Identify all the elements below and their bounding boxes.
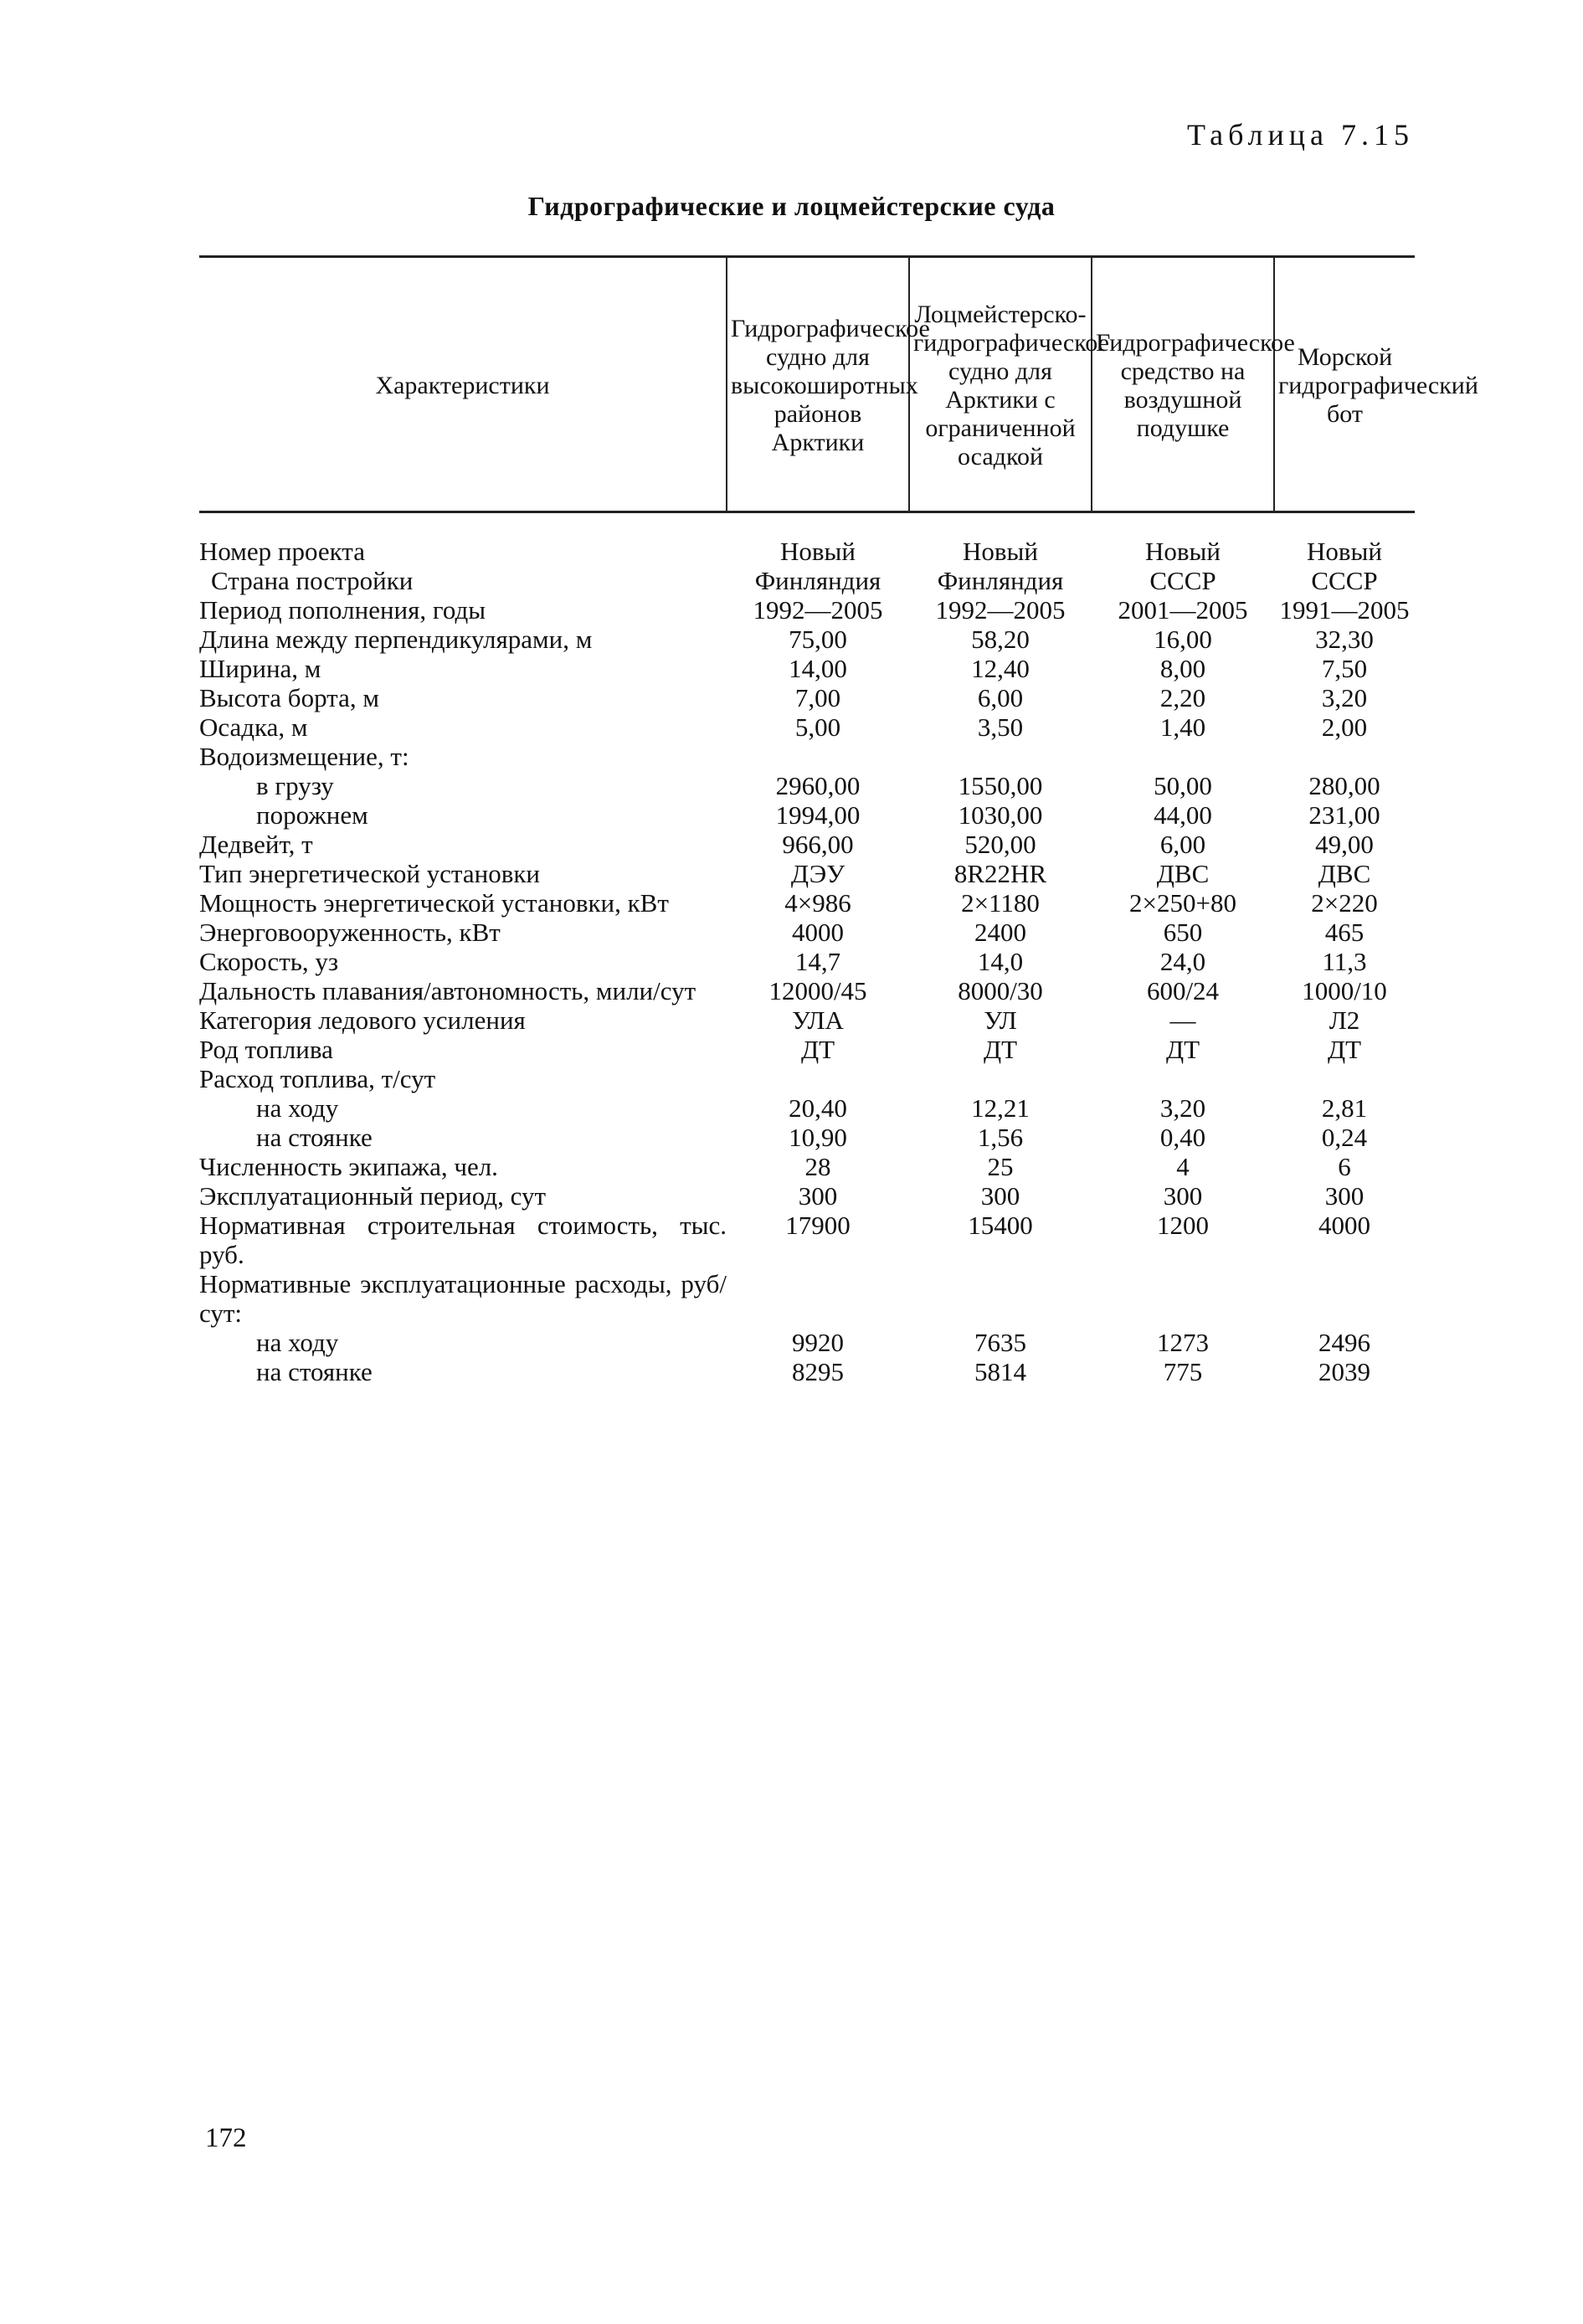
table-row [199, 947, 1415, 976]
cell-value: 2,81 [1321, 1093, 1368, 1123]
cell-value: 7635 [974, 1328, 1026, 1357]
cell-value: 6 [1338, 1152, 1351, 1181]
cell-value: Новый [1145, 537, 1221, 566]
cell-value: Новый [1307, 537, 1382, 566]
row-label: Тип энергетической установки [199, 859, 540, 888]
cell-value: 11,3 [1322, 947, 1367, 976]
table-row [199, 1181, 1415, 1211]
table-row [199, 976, 1415, 1005]
row-label: Высота борта, м [199, 683, 379, 712]
cell-value: 4000 [792, 918, 844, 947]
cell-value: 280,00 [1308, 771, 1380, 800]
cell-value: 8000/30 [958, 976, 1043, 1005]
table-row [199, 537, 1415, 566]
column-header-pilot-hydrographic-vessel: Лоцмейстерско-гидрографическое судно для Арктики с ограниченной осадкой [909, 257, 1092, 512]
row-label: Скорость, уз [199, 947, 339, 976]
cell-value: 520,00 [964, 830, 1036, 859]
cell-value: 2496 [1318, 1328, 1370, 1357]
cell-value: 25 [987, 1152, 1014, 1181]
cell-value: 1200 [1157, 1211, 1209, 1240]
table-row [199, 1093, 1415, 1123]
cell-value: 1273 [1157, 1328, 1209, 1357]
row-label: Длина между перпендикулярами, м [199, 625, 593, 654]
cell-value: 2400 [974, 918, 1026, 947]
table-number-label: Таблица 7.15 [1187, 118, 1414, 152]
table-row [199, 1357, 1415, 1386]
cell-value: 3,20 [1321, 683, 1368, 712]
table-row [199, 566, 1415, 595]
cell-value: 1994,00 [775, 800, 861, 830]
cell-value: 32,30 [1315, 625, 1374, 654]
cell-value: 1991—2005 [1279, 595, 1410, 625]
cell-value: 1030,00 [958, 800, 1043, 830]
cell-value: ДТ [983, 1035, 1018, 1064]
table-row [199, 1211, 1415, 1269]
cell-value: 231,00 [1308, 800, 1380, 830]
cell-value: Финляндия [937, 566, 1064, 595]
cell-value: 966,00 [782, 830, 854, 859]
row-label: Категория ледового усиления [199, 1005, 526, 1035]
cell-value: 10,90 [789, 1123, 847, 1152]
table-row [199, 1035, 1415, 1064]
cell-value [1274, 742, 1415, 771]
cell-value: 2039 [1318, 1357, 1370, 1386]
column-header-characteristics: Характеристики [199, 257, 727, 512]
cell-value: 1,56 [977, 1123, 1024, 1152]
row-label: в грузу [256, 771, 334, 800]
row-label: Расход топлива, т/сут [199, 1064, 436, 1093]
row-label: Ширина, м [199, 654, 321, 683]
table-row [199, 1123, 1415, 1152]
cell-value [727, 1269, 909, 1328]
cell-value: 465 [1324, 918, 1365, 947]
column-header-sea-hydrographic-boat: Морской гидрографический бот [1274, 257, 1415, 512]
cell-value: 600/24 [1146, 976, 1220, 1005]
cell-value: 5,00 [794, 712, 841, 742]
cell-value: 2×220 [1311, 888, 1378, 918]
cell-value [727, 742, 909, 771]
cell-value: СССР [1149, 566, 1216, 595]
column-header-arctic-hydrographic-vessel: Гидрографическое судно для высокоширотных районов Арктики [727, 257, 909, 512]
cell-value: 14,7 [794, 947, 841, 976]
row-label: Осадка, м [199, 712, 308, 742]
table-row [199, 830, 1415, 859]
cell-value [909, 1064, 1092, 1093]
row-label: Дедвейт, т [199, 830, 313, 859]
table-row [199, 1328, 1415, 1357]
cell-value: ДЭУ [790, 859, 845, 888]
row-label: Род топлива [199, 1035, 333, 1064]
cell-value: 58,20 [971, 625, 1030, 654]
table-row [199, 859, 1415, 888]
cell-value: СССР [1311, 566, 1378, 595]
cell-value: 12,21 [971, 1093, 1030, 1123]
row-label: Численность экипажа, чел. [199, 1152, 498, 1181]
cell-value: Новый [963, 537, 1038, 566]
cell-value: 4000 [1318, 1211, 1370, 1240]
cell-value: 775 [1163, 1357, 1203, 1386]
cell-value [909, 742, 1092, 771]
cell-value: 3,20 [1159, 1093, 1206, 1123]
cell-value: 8R22HR [953, 859, 1047, 888]
cell-value: 3,50 [977, 712, 1024, 742]
table-row [199, 800, 1415, 830]
row-label: Нормативная строительная стоимость, тыс. руб. [199, 1211, 727, 1269]
table-header-row [199, 257, 1415, 512]
row-label: Эксплуатационный период, сут [199, 1181, 547, 1211]
cell-value: 4×986 [784, 888, 851, 918]
cell-value: 8,00 [1159, 654, 1206, 683]
cell-value: 650 [1163, 918, 1203, 947]
cell-value: 6,00 [977, 683, 1024, 712]
cell-value: 15400 [968, 1211, 1033, 1240]
cell-value: УЛ [984, 1005, 1017, 1035]
cell-value: 6,00 [1159, 830, 1206, 859]
cell-value: 44,00 [1154, 800, 1212, 830]
cell-value: 12,40 [971, 654, 1030, 683]
cell-value: 49,00 [1315, 830, 1374, 859]
cell-value: 5814 [974, 1357, 1026, 1386]
cell-value: 9920 [792, 1328, 844, 1357]
row-label: порожнем [256, 800, 368, 830]
cell-value: 7,00 [794, 683, 841, 712]
cell-value: 17900 [785, 1211, 851, 1240]
row-label: на стоянке [256, 1357, 373, 1386]
table-row [199, 771, 1415, 800]
table-row [199, 1064, 1415, 1093]
cell-value: 8295 [792, 1357, 844, 1386]
cell-value: 1550,00 [958, 771, 1043, 800]
cell-value: 4 [1176, 1152, 1190, 1181]
table-row [199, 683, 1415, 712]
cell-value: 2001—2005 [1118, 595, 1248, 625]
cell-value: 300 [1163, 1181, 1203, 1211]
cell-value [727, 1064, 909, 1093]
cell-value: 12000/45 [768, 976, 867, 1005]
table-body [199, 512, 1415, 1387]
row-label: Мощность энергетической установки, кВт [199, 888, 669, 918]
cell-value: Новый [780, 537, 856, 566]
row-label: Водоизмещение, т: [199, 742, 409, 771]
cell-value: Финляндия [754, 566, 881, 595]
row-label: Страна постройки [211, 566, 414, 595]
table-row [199, 888, 1415, 918]
row-label: Период пополнения, годы [199, 595, 486, 625]
cell-value: 300 [798, 1181, 838, 1211]
cell-value: 75,00 [789, 625, 847, 654]
cell-value: 1992—2005 [935, 595, 1066, 625]
row-label: на стоянке [256, 1123, 373, 1152]
cell-value: — [1169, 1005, 1196, 1035]
cell-value: 24,0 [1159, 947, 1206, 976]
table-row [199, 1005, 1415, 1035]
row-label: Номер проекта [199, 537, 365, 566]
cell-value: ДТ [800, 1035, 835, 1064]
cell-value: 2×250+80 [1129, 888, 1236, 918]
cell-value: 2,00 [1321, 712, 1368, 742]
cell-value: 300 [980, 1181, 1020, 1211]
cell-value: 14,00 [789, 654, 847, 683]
cell-value [1092, 742, 1274, 771]
page-number: 172 [205, 2123, 247, 2153]
cell-value [1092, 1269, 1274, 1328]
table-row [199, 654, 1415, 683]
cell-value [1274, 1269, 1415, 1328]
table-row [199, 742, 1415, 771]
cell-value: ДВС [1318, 859, 1371, 888]
table-row [199, 1152, 1415, 1181]
cell-value: 50,00 [1154, 771, 1212, 800]
cell-value: 2,20 [1159, 683, 1206, 712]
cell-value: 300 [1324, 1181, 1365, 1211]
row-label: Дальность плавания/автономность, мили/сут [199, 976, 696, 1005]
cell-value: 20,40 [789, 1093, 847, 1123]
specifications-table [199, 255, 1478, 1386]
cell-value: ДТ [1165, 1035, 1200, 1064]
cell-value: 7,50 [1321, 654, 1368, 683]
cell-value [1274, 1064, 1415, 1093]
table-row [199, 1269, 1415, 1328]
cell-value: 0,24 [1321, 1123, 1368, 1152]
cell-value: Л2 [1329, 1005, 1360, 1035]
cell-value: 28 [804, 1152, 831, 1181]
row-label: на ходу [256, 1328, 339, 1357]
cell-value: 1992—2005 [753, 595, 883, 625]
cell-value [909, 1269, 1092, 1328]
table-row [199, 712, 1415, 742]
cell-value: 2×1180 [961, 888, 1040, 918]
row-label: Энерговооруженность, кВт [199, 918, 501, 947]
cell-value: 2960,00 [775, 771, 861, 800]
cell-value: 1,40 [1159, 712, 1206, 742]
row-label: на ходу [256, 1093, 339, 1123]
cell-value: ДВС [1156, 859, 1210, 888]
table-caption: Гидрографические и лоцмейстерские суда [527, 191, 1056, 221]
cell-value: 1000/10 [1302, 976, 1387, 1005]
column-header-hovercraft: Гидрографическое средство на воздушной подушке [1092, 257, 1274, 512]
table-row [199, 625, 1415, 654]
cell-value [1092, 1064, 1274, 1093]
table-row [199, 918, 1415, 947]
cell-value: УЛА [792, 1005, 844, 1035]
cell-value: 16,00 [1154, 625, 1212, 654]
cell-value: 14,0 [977, 947, 1024, 976]
cell-value: ДТ [1327, 1035, 1362, 1064]
row-label: Нормативные эксплуатационные расходы, руб/сут: [199, 1269, 727, 1328]
cell-value: 0,40 [1159, 1123, 1206, 1152]
table-row [199, 595, 1415, 625]
